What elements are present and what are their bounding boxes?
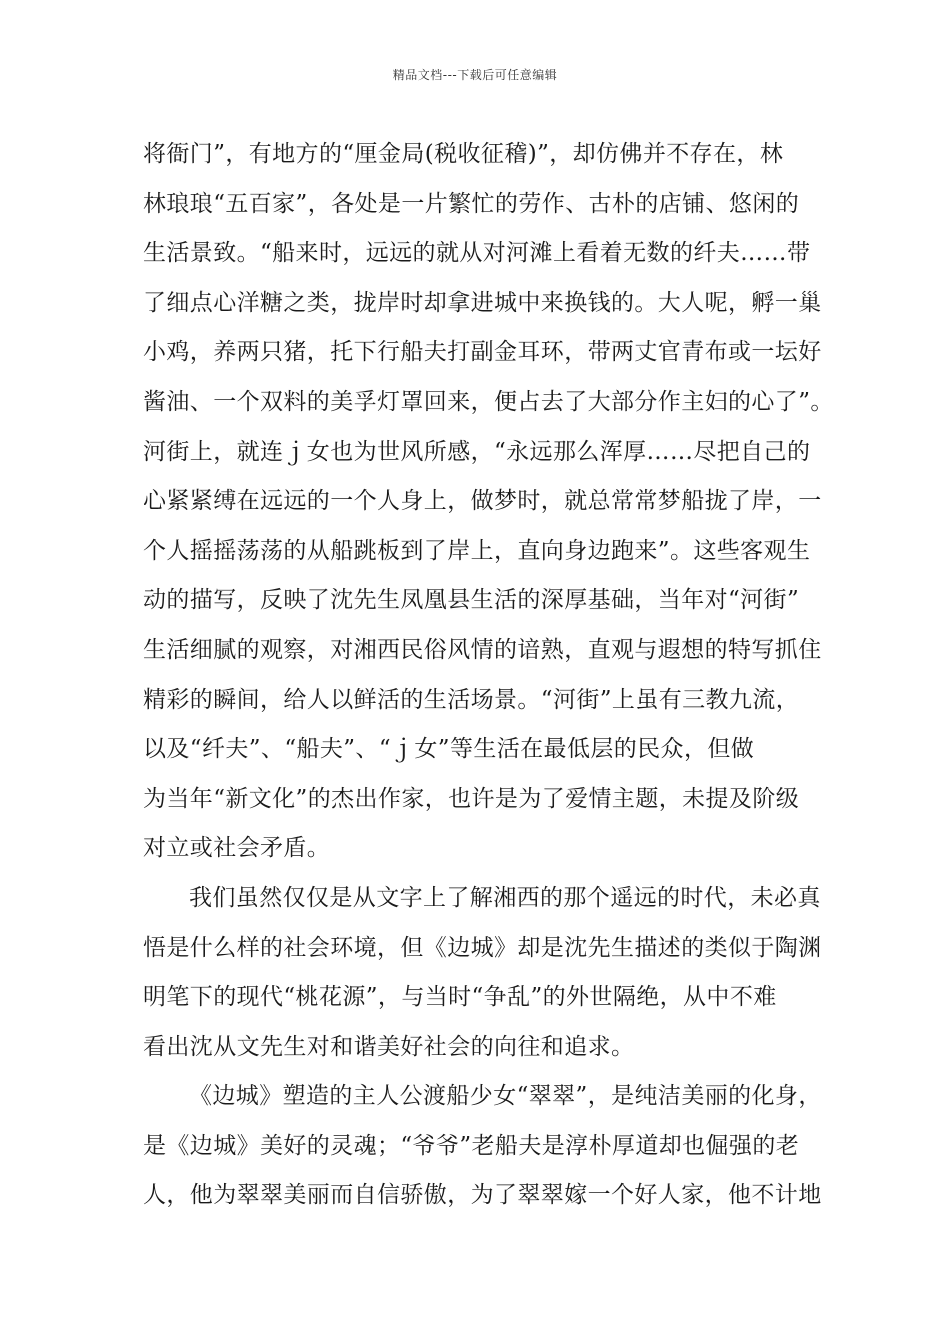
text-line: 对立或社会矛盾。 [143, 835, 331, 862]
text-line: 个人摇摇荡荡的从船跳板到了岸上，直向身边跑来”。这些客观生 [143, 537, 811, 564]
text-line: 我们虽然仅仅是从文字上了解湘西的那个遥远的时代，未必真 [189, 884, 821, 911]
text-line: 明笔下的现代“桃花源”，与当时“争乱”的外世隔绝，从中不难 [143, 984, 777, 1011]
text-line: 河街上，就连ｊ女也为世风所感，“永远那么浑厚……尽把自己的 [143, 438, 811, 465]
page-header: 精品文档---下载后可任意编辑 [392, 68, 558, 82]
text-line: 动的描写，反映了沈先生凤凰县生活的深厚基础，当年对“河街” [143, 587, 800, 614]
text-line: 为当年“新文化”的杰出作家，也许是为了爱情主题，未提及阶级 [143, 785, 800, 812]
text-line: 《边城》塑造的主人公渡船少女“翠翠”，是纯洁美丽的化身， [189, 1083, 822, 1110]
text-line: 林琅琅“五百家”，各处是一片繁忙的劳作、古朴的店铺、悠闲的 [143, 190, 800, 217]
document-body [143, 130, 834, 1221]
text-line: 了细点心洋糖之类，拢岸时却拿进城中来换钱的。大人呢，孵一巢 [143, 289, 822, 316]
text-line: 是《边城》美好的灵魂；“爷爷”老船夫是淳朴厚道却也倔强的老 [143, 1132, 800, 1159]
text-line: 将衙门”，有地方的“厘金局(税收征稽)”，却仿佛并不存在，林 [143, 141, 784, 167]
text-line: 小鸡，养两只猪，托下行船夫打副金耳环，带两丈官青布或一坛好 [143, 339, 822, 366]
text-line: 悟是什么样的社会环境，但《边城》却是沈先生描述的类似于陶渊 [143, 934, 822, 961]
text-line: 精彩的瞬间，给人以鲜活的生活场景。“河街”上虽有三教九流， [143, 686, 800, 713]
text-line: 以及“纤夫”、“船夫”、“ｊ女”等生活在最低层的民众，但做 [143, 736, 755, 763]
text-line: 人，他为翠翠美丽而自信骄傲，为了翠翠嫁一个好人家，他不计地 [143, 1182, 822, 1209]
text-line: 看出沈从文先生对和谐美好社会的向往和追求。 [143, 1033, 635, 1060]
text-line: 酱油、一个双料的美孚灯罩回来，便占去了大部分作主妇的心了”。 [143, 388, 834, 415]
text-line: 生活景致。“船来时，远远的就从对河滩上看着无数的纤夫……带 [143, 240, 811, 267]
text-line: 生活细腻的观察，对湘西民俗风情的谙熟，直观与遐想的特写抓住 [143, 636, 822, 663]
text-line: 心紧紧缚在远远的一个人身上，做梦时，就总常常梦船拢了岸，一 [143, 488, 822, 515]
